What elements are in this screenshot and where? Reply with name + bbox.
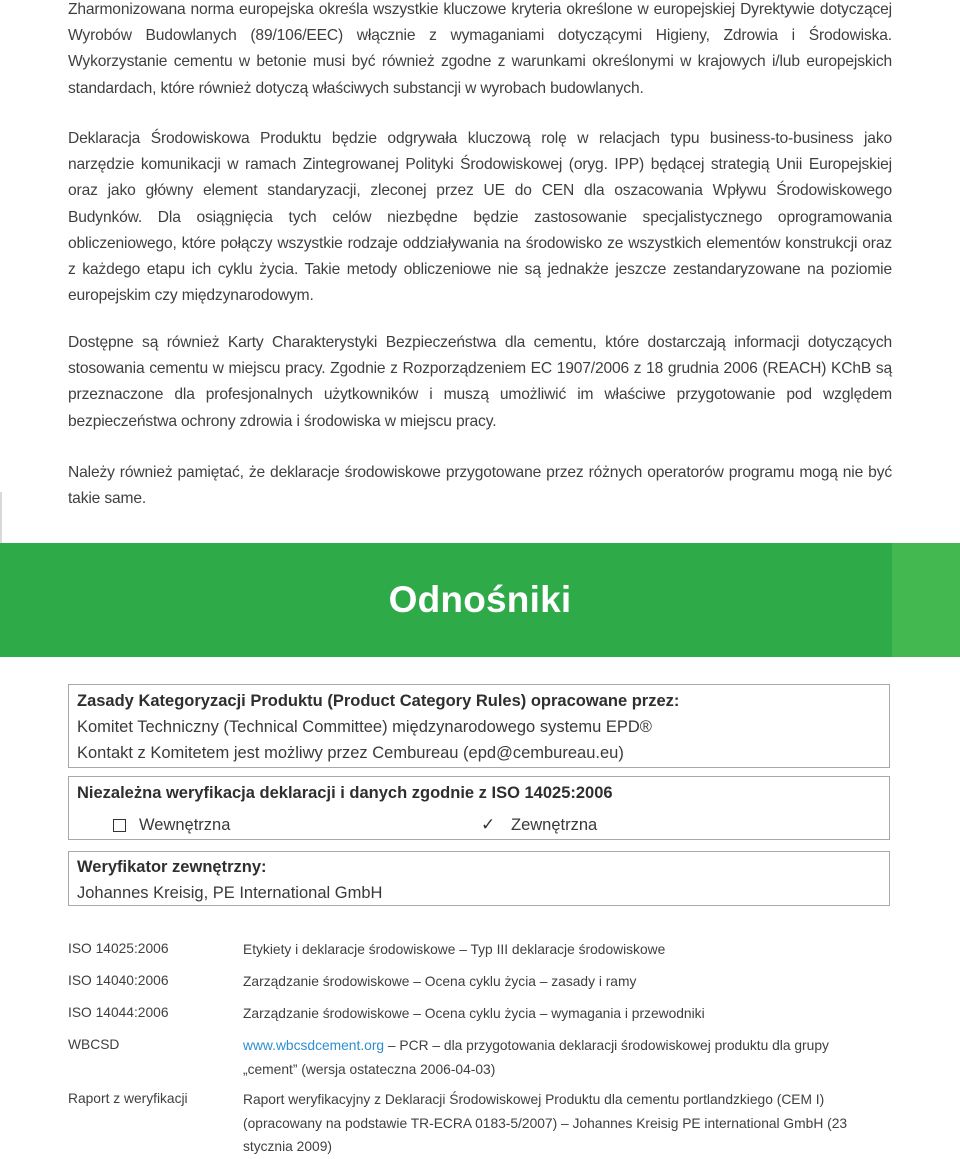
wbcsd-description: – PCR – dla przygotowania deklaracji środowiskowej produktu dla grupy „cement” (wersja ostateczna 2006-04-03) [243, 1038, 829, 1077]
option-external-label: Zewnętrzna [511, 816, 598, 834]
reference-key: WBCSD [68, 1037, 120, 1052]
section-title: Odnośniki [388, 579, 572, 620]
checkmark-icon[interactable]: ✓ [481, 815, 496, 834]
verifier-heading: Weryfikator zewnętrzny: [77, 858, 267, 876]
reference-value: Raport weryfikacyjny z Deklaracji Środowiskowej Produktu dla cementu portlandzkiego (CEM I) (opracowany na podstawie TR-ECRA 0183-5/2007) – Johannes Kreisig PE international GmbH (23 stycznia 2009) [243, 1092, 848, 1154]
margin-rule [0, 492, 2, 544]
pcr-committee-line: Komitet Techniczny (Technical Committee) międzynarodowego systemu EPD® [77, 718, 652, 736]
pcr-info-box [68, 684, 890, 768]
wbcsd-link[interactable]: www.wbcsdcement.org [243, 1038, 385, 1053]
reference-value [243, 1034, 883, 1081]
reference-value: Zarządzanie środowiskowe – Ocena cyklu życia – zasady i ramy [243, 974, 637, 989]
option-external[interactable] [481, 812, 597, 838]
verification-box [68, 776, 890, 840]
unchecked-box-icon[interactable] [113, 819, 126, 832]
verification-options [77, 812, 889, 842]
reference-key: Raport z weryfikacji [68, 1091, 188, 1106]
reference-value: Zarządzanie środowiskowe – Ocena cyklu życia – wymagania i przewodniki [243, 1006, 705, 1021]
reference-value: Etykiety i deklaracje środowiskowe – Typ III deklaracje środowiskowe [243, 942, 666, 957]
option-internal-label: Wewnętrzna [139, 816, 231, 834]
verifier-box [68, 851, 890, 906]
pcr-contact-line: Kontakt z Komitetem jest możliwy przez Cembureau (epd@cembureau.eu) [77, 744, 624, 762]
verifier-name: Johannes Kreisig, PE International GmbH [77, 884, 383, 902]
body-paragraph: Zharmonizowana norma europejska określa wszystkie kluczowe kryteria określone w europejskiej Dyrektywie dotyczącej Wyrobów Budowlanych (89/106/EEC) włącznie z wymaganiami dotyczącymi Higieny, Zdrowia i Środowiska. Wykorzystanie cementu w betonie musi być również zgodne z warunkami określonymi w krajowych i/lub europejskich standardach, które również dotyczą właściwych substancji w wyrobach budowlanych. [68, 1, 892, 97]
reference-key: ISO 14025:2006 [68, 941, 169, 956]
pcr-heading: Zasady Kategoryzacji Produktu (Product Category Rules) opracowane przez: [77, 692, 680, 710]
body-paragraph: Dostępne są również Karty Charakterystyki Bezpieczeństwa dla cementu, które dostarczają informacji dotyczących stosowania cementu w miejscu pracy. Zgodnie z Rozporządzeniem EC 1907/2006 z 18 grudnia 2006 (REACH) KChB są przeznaczone dla profesjonalnych użytkowników i muszą umożliwić im właściwe przygotowanie pod względem bezpieczeństwa ochrony zdrowia i środowiska w miejscu pracy. [68, 334, 892, 430]
verification-heading: Niezależna weryfikacja deklaracji i danych zgodnie z ISO 14025:2006 [77, 784, 613, 802]
reference-key: ISO 14040:2006 [68, 973, 169, 988]
reference-key: ISO 14044:2006 [68, 1005, 169, 1020]
body-paragraph: Deklaracja Środowiskowa Produktu będzie odgrywała kluczową rolę w relacjach typu business-to-business jako narzędzie komunikacji w ramach Zintegrowanej Polityki Środowiskowej (oryg. IPP) będącej strategią Unii Europejskiej oraz jako główny element standaryzacji, zleconej przez UE do CEN dla oszacowania Wpływu Środowiskowego Budynków. Dla osiągnięcia tych celów niezbędne będzie zastosowanie specjalistycznego oprogramowania obliczeniowego, które połączy wszystkie rodzaje oddziaływania na środowisko ze wszystkich elementów konstrukcji oraz z każdego etapu ich cyklu życia. Takie metody obliczeniowe nie są jednakże jeszcze zestandaryzowane na poziomie europejskim czy międzynarodowym. [68, 130, 892, 305]
option-internal[interactable] [113, 812, 230, 838]
body-paragraph: Należy również pamiętać, że deklaracje środowiskowe przygotowane przez różnych operatorów programu mogą nie być takie same. [68, 464, 892, 508]
